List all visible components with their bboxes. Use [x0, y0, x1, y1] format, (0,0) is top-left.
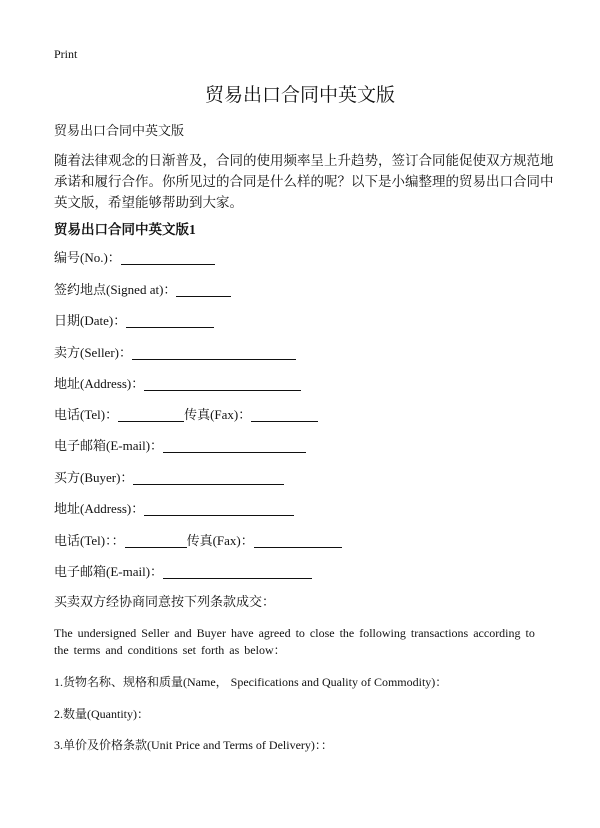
field-seller-address-label: 地址(Address)： [54, 376, 145, 391]
agreement-en: The undersigned Seller and Buyer have agreed to close the following transactions according to the terms and conditions set forth as below： [54, 626, 535, 657]
field-date-label: 日期(Date)： [54, 313, 127, 328]
field-buyer-tel-blank[interactable] [125, 533, 187, 548]
field-buyer-tel-label: 电话(Tel)：： [54, 533, 125, 548]
field-seller-tel-fax [54, 405, 318, 425]
print-link[interactable]: Print [54, 47, 78, 61]
field-seller-fax-label: 传真(Fax)： [184, 407, 252, 422]
field-seller-label: 卖方(Seller)： [54, 345, 132, 360]
field-date-blank[interactable] [126, 313, 214, 328]
field-seller-address [54, 374, 301, 394]
field-buyer-address [54, 499, 294, 519]
field-seller [54, 343, 296, 363]
section-heading: 贸易出口合同中英文版1 [54, 222, 196, 237]
field-seller-address-blank[interactable] [144, 376, 301, 391]
field-buyer-tel-fax [54, 531, 342, 551]
field-buyer-email-label: 电子邮箱(E-mail)： [54, 564, 164, 579]
field-date [54, 311, 214, 331]
field-buyer-fax-label: 传真(Fax)： [186, 533, 254, 548]
field-signed-at-blank[interactable] [176, 282, 231, 297]
field-seller-email-label: 电子邮箱(E-mail)： [54, 438, 164, 453]
field-seller-tel-blank[interactable] [118, 407, 184, 422]
field-buyer-label: 买方(Buyer)： [54, 470, 134, 485]
field-buyer-address-blank[interactable] [144, 501, 294, 516]
field-buyer-email [54, 562, 312, 582]
intro-paragraph: 随着法律观念的日渐普及，合同的使用频率呈上升趋势，签订合同能促使双方规范地承诺和履行合作。你所见过的合同是什么样的呢？以下是小编整理的贸易出口合同中英文版，希望能够帮助到大家。 [54, 153, 554, 210]
field-signed-at [54, 280, 231, 300]
field-seller-email-blank[interactable] [163, 438, 306, 453]
field-buyer-address-label: 地址(Address)： [54, 501, 145, 516]
clause-1: 1.货物名称、规格和质量(Name， Specifications and Quality of Commodity)： [54, 675, 448, 689]
document-subtitle: 贸易出口合同中英文版 [54, 123, 185, 138]
field-buyer-email-blank[interactable] [163, 564, 312, 579]
field-buyer-fax-blank[interactable] [254, 533, 342, 548]
field-buyer [54, 468, 284, 488]
document-title: 贸易出口合同中英文版 [204, 85, 395, 106]
field-buyer-blank[interactable] [133, 470, 284, 485]
field-signed-at-label: 签约地点(Signed at)： [54, 282, 177, 297]
field-seller-blank[interactable] [132, 345, 296, 360]
field-number-blank[interactable] [121, 250, 215, 265]
clause-2: 2.数量(Quantity)： [54, 707, 149, 721]
field-number [54, 248, 215, 268]
clause-3: 3.单价及价格条款(Unit Price and Terms of Delivery)：： [54, 738, 333, 752]
field-seller-email [54, 436, 306, 456]
field-number-label: 编号(No.)： [54, 250, 121, 265]
field-seller-tel-label: 电话(Tel)： [54, 407, 119, 422]
field-seller-fax-blank[interactable] [251, 407, 318, 422]
agreement-cn: 买卖双方经协商同意按下列条款成交： [54, 594, 276, 609]
